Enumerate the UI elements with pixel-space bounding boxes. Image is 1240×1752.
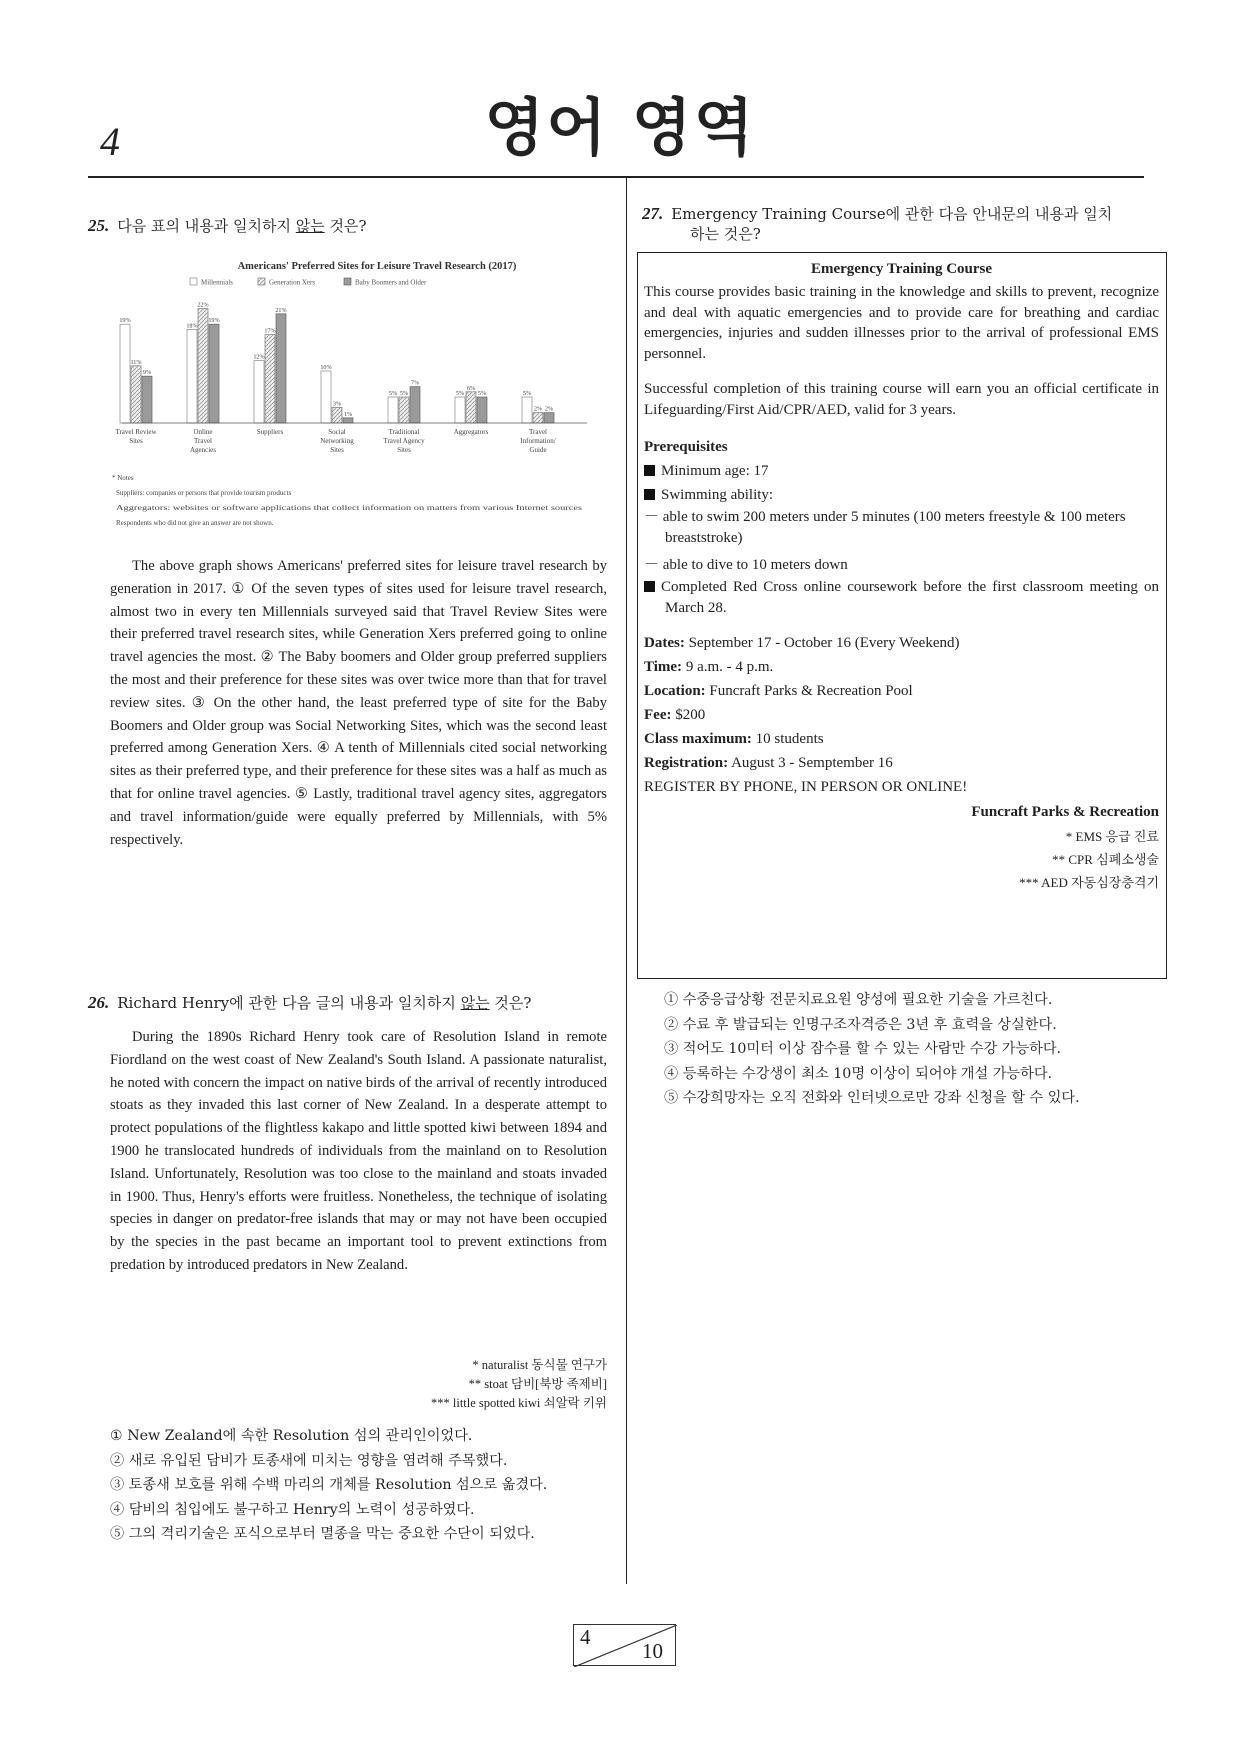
category-label: Online Travel Agencies [189,428,217,454]
legend-label: Millennials [201,278,233,287]
bullet-square-icon [644,581,655,592]
notice-title: Emergency Training Course [810,261,993,277]
q26-choice-5[interactable]: ⑤ 그의 격리기술은 포식으로부터 멸종을 막는 중요한 수단이 되었다. [110,1526,535,1542]
prereq-swim-detail: － able to swim 200 meters under 5 minutes (100 meters freestyle & 100 meters breaststroke) [644,509,1126,546]
chart-note-3: Respondents who did not give an answer are not shown. [116,519,274,527]
bar-value-label: 21% [275,306,287,314]
bar-value-label: 1% [343,410,353,418]
bar [120,324,130,423]
bar-value-label: 19% [119,317,131,325]
q25-number: 25. [88,216,110,235]
bar [343,418,353,423]
q26-number: 26. [88,993,110,1012]
q26-footnotes [330,1356,607,1413]
chart-legend [190,278,427,287]
bar-value-label: 6% [466,384,476,392]
bar-value-label: 5% [399,390,409,397]
chart-note-2: Aggregators: websites or software applications that collect information on matters from various Internet sources [116,504,583,512]
page-title: 영어 영역 [484,91,756,164]
notice-class-maximum: Class maximum: 10 students [644,731,824,747]
q26-choice-4[interactable]: ④ 담비의 침입에도 불구하고 Henry의 노력이 성공하였다. [110,1501,475,1518]
legend-swatch [258,278,265,285]
q26-note-1: * naturalist 동식물 연구가 [472,1358,607,1372]
footer-page-box [573,1624,676,1666]
bar [265,335,275,423]
notice-note-3: *** AED 자동심장충격기 [1019,875,1159,890]
notice-dates: Dates: September 17 - October 16 (Every Weekend) [644,635,960,651]
q27-choices [664,988,1080,1111]
q26-choice-2[interactable]: ② 새로 유입된 담비가 토종새에 미치는 영향을 염려해 주목했다. [110,1452,508,1469]
bar-value-label: 19% [208,317,220,325]
bar [522,397,532,423]
category-label: Travel Information/ Guide [520,428,556,454]
notice-certificate: Successful completion of this training course will earn you an official certificate in Lifeguarding/First Aid/CPR/AED, valid for 3 years. [644,381,1159,418]
header-rule [88,176,1144,178]
q26-note-2: ** stoat 담비[북방 족제비] [468,1377,607,1391]
bar [332,407,342,423]
bar [410,387,420,423]
bar-value-label: 22% [197,301,209,309]
q27-choice-4[interactable]: ④ 등록하는 수강생이 최소 10명 이상이 되어야 개설 가능하다. [664,1065,1053,1082]
q26-passage: During the 1890s Richard Henry took care of Resolution Island in remote Fiordland on the west coast of New Zealand's South Island. A passionate naturalist, he noted with concern the impact on native birds of the arrival of recently introduced stoats as they invaded this last corner of New Zealand. In a desperate attempt to protect populations of the flightless kakapo and little spotted kiwi between 1894 and 1900 he translocated hundreds of individuals from the mainland on to Resolution Island. Unfortunately, Resolution was too close to the mainland and stoats invaded in 1900. Thus, Henry's efforts were fruitless. Nonetheless, the technique of isolating species in danger on predator-free islands that may or may not have been occupied by the species in the past became an important tool to prevent extinctions from predation by introduced predators in New Zealand. [110,1029,607,1273]
q26-underline: 않는 [460,994,490,1012]
prereq-dive: － able to dive to 10 meters down [644,557,848,573]
bar-value-label: 5% [522,390,532,397]
bar [198,309,208,423]
q27-choice-5[interactable]: ⑤ 수강희망자는 오직 전화와 인터넷으로만 강좌 신청을 할 수 있다. [664,1090,1080,1106]
bar-value-label: 17% [264,327,276,335]
page-number: 4 [100,119,120,164]
category-label: Suppliers [256,428,284,436]
bar-value-label: 9% [142,369,152,377]
bar [142,376,152,423]
notice-location: Location: Funcraft Parks & Recreation Pool [644,683,913,699]
bar-value-label: 11% [130,358,142,366]
bar [388,397,398,423]
bar-value-label: 5% [477,390,487,397]
preferred-sites-chart [112,252,592,542]
bar [533,413,543,423]
chart-title: Americans' Preferred Sites for Leisure Travel Research (2017) [237,261,517,272]
notice-registration: Registration: August 3 - Semptember 16 [644,755,893,771]
notice-fee: Fee: $200 [644,707,706,723]
bar-value-label: 10% [320,364,332,371]
category-label: Social Networking Sites [320,428,354,454]
bar-value-label: 3% [332,400,342,408]
bar-value-label: 7% [410,379,420,387]
q26-note-3: *** little spotted kiwi 쇠알락 키위 [431,1396,607,1410]
q26-choice-3[interactable]: ③ 토종새 보호를 위해 수백 마리의 개체를 Resolution 섬으로 옮겼다. [110,1477,548,1493]
bar [466,392,476,423]
notice-note-2: ** CPR 심폐소생술 [1052,852,1159,867]
prereq-course: Completed Red Cross online coursework before the first classroom meeting on March 28. [644,577,1159,619]
q25-prompt: 25. 다음 표의 내용과 일치하지 않는 것은? [88,216,367,235]
bar [209,324,219,423]
notice-signature: Funcraft Parks & Recreation [971,804,1159,820]
footer-page-total: 10 [642,1639,663,1663]
bar-value-label: 18% [186,322,198,330]
notice-description: This course provides basic training in the knowledge and skills to prevent, recognize and deal with aquatic emergencies and to provide care for breathing and cardiac emergencies, injuries and sudden illnesses prior to the arrival of professional EMS personnel. [644,284,1159,362]
legend-swatch [344,278,351,285]
q26-prompt: 26. Richard Henry에 관한 다음 글의 내용과 일치하지 않는 것은? [88,993,532,1012]
footer-page-current: 4 [580,1625,591,1649]
prereq-swim: Swimming ability: [644,483,1159,507]
bar [455,397,465,423]
chart-notes-title: * Notes [112,474,134,482]
q27-choice-1[interactable]: ① 수중응급상황 전문치료요원 양성에 필요한 기술을 가르친다. [664,992,1053,1008]
category-label: Travel Review Sites [115,428,157,445]
prereq-heading: Prerequisites [644,439,728,455]
bar [544,413,554,423]
bar [187,329,197,423]
notice-note-1: * EMS 응급 진료 [1065,829,1159,844]
category-label: Traditional Travel Agency Sites [383,428,425,454]
column-divider [626,178,627,1584]
q26-choice-1[interactable]: ① New Zealand에 속한 Resolution 섬의 관리인이었다. [110,1428,473,1444]
q25-underline: 않는 [295,217,325,235]
bar [276,314,286,423]
bar [477,397,487,423]
bar [399,397,409,423]
q25-passage: The above graph shows Americans' preferred sites for leisure travel research by generation in 2017. ① Of the seven types of sites used for leisure travel research, almost two in every ten Millennials surveyed said that Travel Review Sites were their preferred travel research sites, while Generation Xers preferred going to online travel agencies the most. ② The Baby boomers and Older group preferred suppliers the most and their preference for these sites was over twice more than that for travel review sites. ③ On the other hand, the least preferred type of site for the Baby Boomers and Older group was Social Networking Sites, which was the second least preferred among Generation Xers. ④ A tenth of Millennials cited social networking sites as their preferred type, and their preference for these sites was a half as much as that for online travel agencies. ⑤ Lastly, traditional travel agency sites, aggregators and travel information/guide were equally preferred by Millennials, with 5% respectively. [110,558,607,848]
q26-choices [110,1424,547,1547]
category-label: Aggregators [453,428,489,436]
bar [131,366,141,423]
prereq-age: Minimum age: 17 [644,459,1159,483]
notice-register-methods: REGISTER BY PHONE, IN PERSON OR ONLINE! [644,779,968,795]
q27-number: 27. [642,204,664,223]
legend-label: Generation Xers [269,278,316,287]
notice-time: Time: 9 a.m. - 4 p.m. [644,659,774,675]
bar-value-label: 5% [388,390,398,397]
q27-choice-3[interactable]: ③ 적어도 10미터 이상 잠수를 할 수 있는 사람만 수강 가능하다. [664,1041,1062,1057]
legend-label: Baby Boomers and Older [355,278,427,287]
bar [254,361,264,423]
bar-value-label: 5% [455,390,465,397]
q27-prompt: 27. Emergency Training Course에 관한 다음 안내문의 내용과 일치 하는 것은? [642,204,1113,243]
notice-box [637,252,1167,979]
bar-value-label: 12% [253,353,265,361]
bar-value-label: 2% [544,405,554,413]
bullet-square-icon [644,489,655,500]
bullet-square-icon [644,465,655,476]
bar-value-label: 2% [533,405,543,413]
bar [321,371,331,423]
legend-swatch [190,278,197,285]
q27-choice-2[interactable]: ② 수료 후 발급되는 인명구조자격증은 3년 후 효력을 상실한다. [664,1016,1057,1033]
chart-note-1: Suppliers: companies or persons that provide tourism products [116,489,292,497]
